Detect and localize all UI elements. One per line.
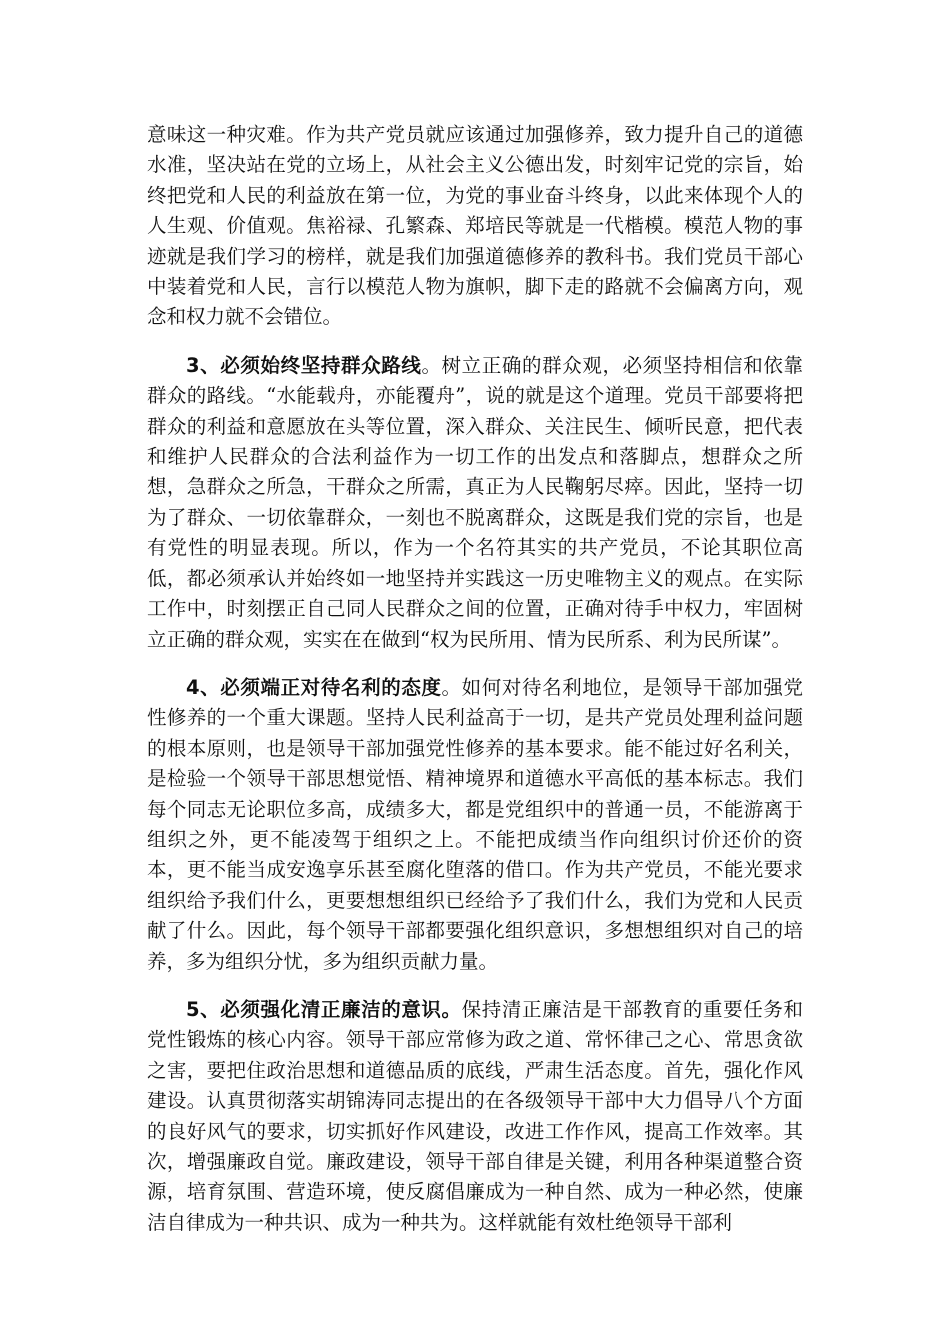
section-heading: 3、必须始终坚持群众路线 <box>186 353 422 377</box>
paragraph-continuation <box>147 120 803 333</box>
paragraph-section-4 <box>147 673 803 977</box>
paragraph-body: 意味这一种灾难。作为共产党员就应该通过加强修养，致力提升自己的道德水准，坚决站在党的立场上，从社会主义公德出发，时刻牢记党的宗旨，始终把党和人民的利益放在第一位，为党的事业奋斗终身，以此来体现个人的人生观、价值观。焦裕禄、孔繁森、郑培民等就是一代楷模。模范人物的事迹就是我们学习的榜样，就是我们加强道德修养的教科书。我们党员干部心中装着党和人民，言行以模范人物为旗帜，脚下走的路就不会偏离方向，观念和权力就不会错位。 <box>147 123 803 329</box>
section-heading: 4、必须端正对待名利的态度 <box>186 675 442 699</box>
paragraph-body: 。树立正确的群众观，必须坚持相信和依靠群众的路线。“水能载舟，亦能覆舟”，说的就是这个道理。党员干部要将把群众的利益和意愿放在头等位置，深入群众、关注民生、倾听民意，把代表和维护人民群众的合法利益作为一切工作的出发点和落脚点，想群众之所想，急群众之所急，干群众之所需，真正为人民鞠躬尽瘁。因此，坚持一切为了群众、一切依靠群众，一刻也不脱离群众，这既是我们党的宗旨，也是有党性的明显表现。所以，作为一个名符其实的共产党员，不论其职位高低，都必须承认并始终如一地坚持并实践这一历史唯物主义的观点。在实际工作中，时刻摆正自己同人民群众之间的位置，正确对待手中权力，牢固树立正确的群众观，实实在在做到“权为民所用、情为民所系、利为民所谋”。 <box>147 353 803 651</box>
paragraph-section-5 <box>147 995 803 1238</box>
document-page <box>147 120 803 1256</box>
paragraph-body: 。如何对待名利地位，是领导干部加强党性修养的一个重大课题。坚持人民利益高于一切，是共产党员处理利益问题的根本原则，也是领导干部加强党性修养的基本要求。能不能过好名利关，是检验一个领导干部思想觉悟、精神境界和道德水平高低的基本标志。我们每个同志无论职位多高，成绩多大，都是党组织中的普通一员，不能游离于组织之外，更不能凌驾于组织之上。不能把成绩当作向组织讨价还价的资本，更不能当成安逸享乐甚至腐化堕落的借口。作为共产党员，不能光要求组织给予我们什么，更要想想组织已经给予了我们什么，我们为党和人民贡献了什么。因此，每个领导干部都要强化组织意识，多想想组织对自己的培养，多为组织分忧，多为组织贡献力量。 <box>147 675 803 973</box>
paragraph-body: 保持清正廉洁是干部教育的重要任务和党性锻炼的核心内容。领导干部应常修为政之道、常怀律己之心、常思贪欲之害，要把住政治思想和道德品质的底线，严肃生活态度。首先，强化作风建设。认真贯彻落实胡锦涛同志提出的在各级领导干部中大力倡导八个方面的良好风气的要求，切实抓好作风建设，改进工作作风，提高工作效率。其次，增强廉政自觉。廉政建设，领导干部自律是关键，利用各种渠道整合资源，培育氛围、营造环境，使反腐倡廉成为一种自然、成为一种必然，使廉洁自律成为一种共识、成为一种共为。这样就能有效杜绝领导干部利 <box>147 997 803 1234</box>
section-heading: 5、必须强化清正廉洁的意识。 <box>186 997 462 1021</box>
paragraph-section-3 <box>147 351 803 655</box>
